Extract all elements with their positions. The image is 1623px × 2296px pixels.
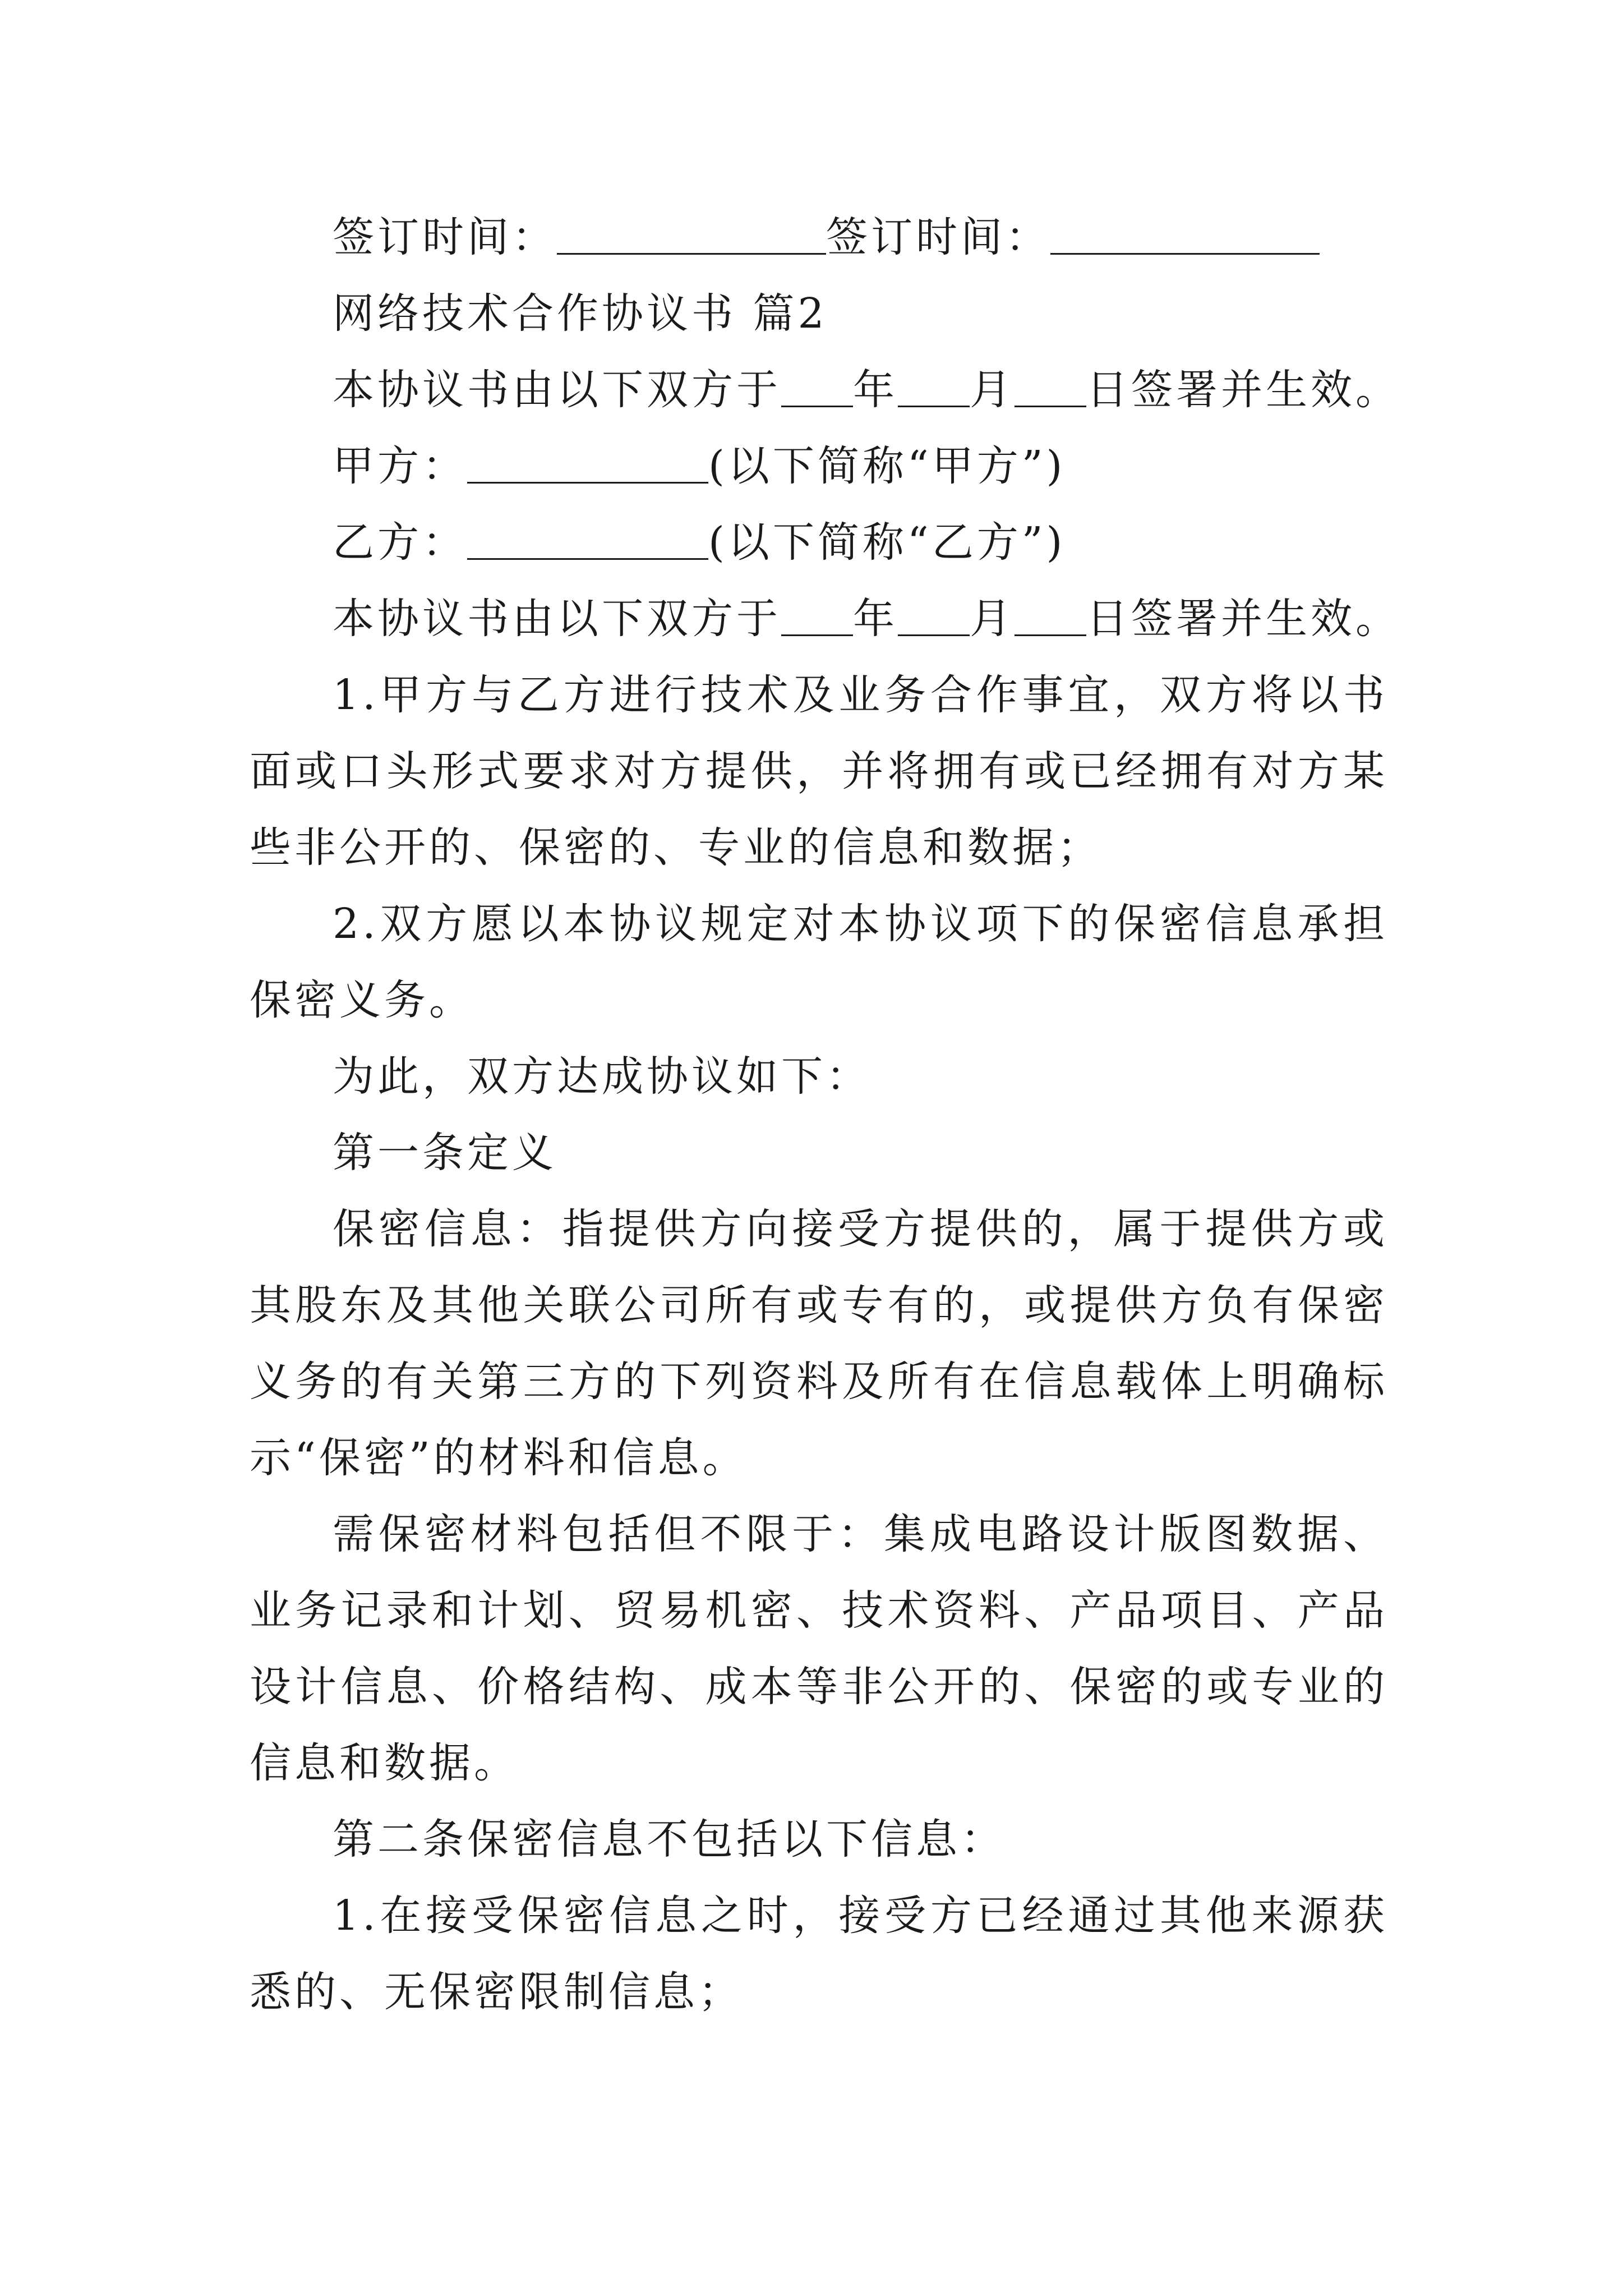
sign-time-blank-2 <box>1050 214 1320 255</box>
party-a-line <box>250 428 1388 504</box>
sign-time-label-1: 签订时间： <box>333 213 557 261</box>
month-blank <box>898 366 970 407</box>
clause-1-paragraph: 1.甲方与乙方进行技术及业务合作事宜，双方将以书面或口头形式要求对方提供，并将拥有或已经拥有对方某些非公开的、保密的、专业的信息和数据； <box>250 671 1388 872</box>
party-a-label: 甲方： <box>333 442 467 490</box>
party-a-alias: (以下简称“甲方”) <box>708 442 1066 490</box>
day-label: 日签署并生效。 <box>1086 595 1400 643</box>
month-label: 月 <box>970 595 1015 643</box>
article-2-heading: 第二条保密信息不包括以下信息： <box>333 1815 1006 1864</box>
article-1-heading: 第一条定义 <box>333 1129 557 1177</box>
day-label: 日签署并生效。 <box>1086 366 1400 414</box>
confidential-info-definition: 保密信息：指提供方向接受方提供的，属于提供方或其股东及其他关联公司所有或专有的，或提供方负有保密义务的有关第三方的下列资料及所有在信息载体上明确标示“保密”的材料和信息。 <box>250 1205 1388 1482</box>
clause-2-paragraph: 2.双方愿以本协议规定对本协议项下的保密信息承担保密义务。 <box>250 900 1388 1024</box>
effective-date-line-2 <box>250 581 1400 657</box>
sign-time-label-2: 签订时间： <box>826 213 1050 261</box>
sign-time-line <box>250 199 1388 275</box>
day-blank <box>1015 366 1086 407</box>
sign-time-blank-1 <box>557 214 826 255</box>
year-label: 年 <box>853 595 898 643</box>
party-b-alias: (以下简称“乙方”) <box>708 518 1066 567</box>
month-label: 月 <box>970 366 1015 414</box>
agreement-intro: 为此，双方达成协议如下： <box>333 1052 871 1101</box>
document-title: 网络技术合作协议书 篇2 <box>333 289 828 338</box>
confidential-materials-scope: 需保密材料包括但不限于：集成电路设计版图数据、业务记录和计划、贸易机密、技术资料、产品项目、产品设计信息、价格结构、成本等非公开的、保密的或专业的信息和数据。 <box>250 1510 1388 1787</box>
effective-text: 本协议书由以下双方于 <box>333 366 781 414</box>
day-blank <box>1015 595 1086 636</box>
effective-text: 本协议书由以下双方于 <box>333 595 781 643</box>
party-b-label: 乙方： <box>333 518 467 567</box>
year-blank <box>781 595 853 636</box>
party-b-line <box>250 504 1388 581</box>
effective-date-line-1 <box>250 352 1400 428</box>
month-blank <box>898 595 970 636</box>
party-a-blank <box>467 443 708 484</box>
year-label: 年 <box>853 366 898 414</box>
year-blank <box>781 366 853 407</box>
exclusion-item-1: 1.在接受保密信息之时，接受方已经通过其他来源获悉的、无保密限制信息； <box>250 1892 1388 2016</box>
document-body <box>250 199 1400 2030</box>
party-b-blank <box>467 519 708 560</box>
